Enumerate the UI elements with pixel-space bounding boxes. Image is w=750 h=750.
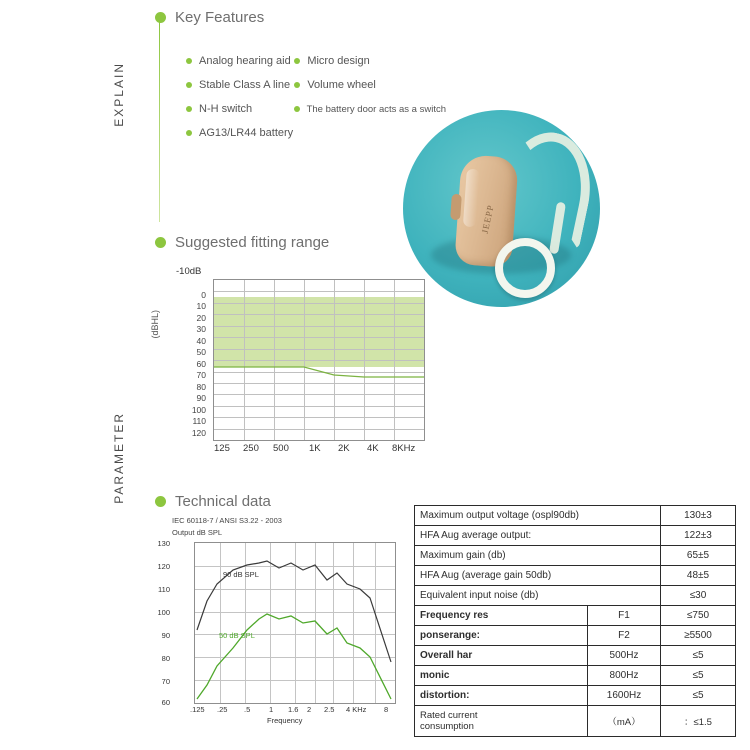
x-tick: 8KHz [392, 443, 416, 454]
x-tick: 4K [367, 443, 379, 454]
y-tick: 40 [196, 336, 206, 346]
x-tick: 2.5 [324, 705, 335, 714]
y-tick: 20 [196, 313, 206, 323]
hearing-aid-switch [450, 194, 462, 221]
y-tick: 110 [158, 585, 170, 594]
audiogram-plot-area [213, 279, 425, 441]
feature-row [186, 79, 446, 91]
list-item [186, 79, 294, 91]
chart-x-axis-label: Frequency [267, 716, 303, 725]
side-label-parameter: PARAMETER [112, 412, 126, 504]
x-tick: .125 [190, 705, 205, 714]
table-row [415, 526, 736, 546]
bullet-icon [186, 82, 192, 88]
spec-table [414, 505, 736, 737]
bullet-icon [155, 237, 166, 248]
feature-label: Stable Class A line [199, 79, 291, 91]
technical-chart [157, 516, 412, 731]
table-row [415, 506, 736, 526]
spec-value: 130±3 [661, 506, 736, 526]
y-tick: 120 [157, 562, 170, 571]
y-tick: 70 [161, 677, 170, 686]
chart-y-axis-label: Output dB SPL [172, 528, 223, 537]
list-item [186, 127, 311, 139]
spec-value: ：≤1.5 [661, 706, 736, 737]
spec-value: 48±5 [661, 566, 736, 586]
bullet-icon [186, 130, 192, 136]
spec-label: HFA Aug (average gain 50db) [415, 566, 661, 586]
x-tick: 125 [214, 443, 230, 454]
y-tick: 130 [157, 539, 170, 548]
feature-row [186, 127, 446, 139]
list-item [186, 55, 294, 67]
list-item [294, 103, 446, 115]
bullet-icon [294, 106, 300, 112]
spec-value: ≥5500 [661, 626, 736, 646]
table-row [415, 546, 736, 566]
y-tick: 50 [196, 347, 206, 357]
feature-row [186, 103, 446, 115]
spec-unit: （mA） [588, 706, 661, 737]
spec-label: Maximum output voltage (ospl90db) [415, 506, 661, 526]
green-vertical-rule [159, 22, 160, 222]
table-row [415, 666, 736, 686]
table-row [415, 626, 736, 646]
spec-value: 65±5 [661, 546, 736, 566]
feature-label: AG13/LR44 battery [199, 127, 294, 139]
x-tick: 1 [269, 705, 274, 714]
y-tick: 30 [196, 324, 206, 334]
y-tick: 100 [191, 405, 206, 415]
x-tick: .25 [217, 705, 228, 714]
y-tick: 120 [191, 428, 206, 438]
spec-label: HFA Aug average output: [415, 526, 661, 546]
fitting-boundary-line [214, 280, 424, 440]
feature-label: Volume wheel [307, 79, 376, 91]
x-tick: 250 [243, 443, 259, 454]
table-row [415, 706, 736, 737]
bullet-icon [186, 58, 192, 64]
audiogram-y-axis-label: (dBHL) [150, 310, 160, 339]
y-tick: 80 [161, 654, 170, 663]
feature-row [186, 55, 446, 67]
table-row [415, 606, 736, 626]
standard-label: IEC 60118-7 / ANSI S3.22 - 2003 [172, 516, 282, 525]
spec-label: ponserange: [415, 626, 588, 646]
side-label-explain: EXPLAIN [112, 62, 126, 127]
brand-text: JEEPP [479, 203, 496, 235]
x-tick: .5 [244, 705, 251, 714]
spec-value: ≤5 [661, 686, 736, 706]
technical-plot-area [194, 542, 396, 704]
bullet-icon [155, 496, 166, 507]
spec-label: Frequency res [415, 606, 588, 626]
y-tick: 70 [196, 370, 206, 380]
table-row [415, 646, 736, 666]
table-row [415, 686, 736, 706]
x-tick: 4 KHz [346, 705, 367, 714]
y-tick: 80 [196, 382, 206, 392]
y-tick: 60 [196, 359, 206, 369]
bullet-icon [294, 82, 300, 88]
list-item [294, 55, 446, 67]
x-tick: 500 [273, 443, 289, 454]
annotation-50db: 50 dB SPL [219, 631, 255, 640]
section-title: Suggested fitting range [175, 234, 330, 251]
feature-list [186, 55, 446, 151]
spec-sub-label: 800Hz [588, 666, 661, 686]
y-tick: 90 [196, 393, 206, 403]
curve-50db [197, 614, 391, 699]
product-photo [403, 110, 600, 307]
x-tick: 2 [307, 705, 312, 714]
spec-label: Overall har [415, 646, 588, 666]
y-tick: 60 [161, 698, 170, 707]
spec-value: ≤750 [661, 606, 736, 626]
table-row [415, 586, 736, 606]
spec-value: ≤5 [661, 666, 736, 686]
audiogram-top-label: -10dB [176, 266, 202, 277]
x-tick: 8 [384, 705, 389, 714]
y-tick: 90 [161, 631, 170, 640]
section-header-key-features [155, 9, 264, 26]
spec-label: monic [415, 666, 588, 686]
list-item [186, 103, 294, 115]
current-label-line1: Rated current [420, 710, 478, 721]
spec-sub-label: F2 [588, 626, 661, 646]
spec-label: Equivalent input noise (db) [415, 586, 661, 606]
current-label-line2: consumption [420, 721, 474, 732]
bullet-icon [186, 106, 192, 112]
spec-sub-label: 500Hz [588, 646, 661, 666]
feature-label: Micro design [307, 55, 370, 67]
spec-value: 122±3 [661, 526, 736, 546]
bullet-icon [294, 58, 300, 64]
spec-value: ≤30 [661, 586, 736, 606]
table-row [415, 566, 736, 586]
spec-label: Maximum gain (db) [415, 546, 661, 566]
x-tick: 1K [309, 443, 321, 454]
spec-label: distortion: [415, 686, 588, 706]
y-tick: 110 [192, 416, 206, 426]
x-tick: 2K [338, 443, 350, 454]
section-title: Key Features [175, 9, 265, 26]
list-item [294, 79, 446, 91]
x-tick: 1.6 [288, 705, 299, 714]
feature-label: N-H switch [199, 103, 253, 115]
feature-label: The battery door acts as a switch [306, 103, 446, 115]
feature-label: Analog hearing aid [199, 55, 291, 67]
spec-sub-label: 1600Hz [588, 686, 661, 706]
y-tick: 10 [196, 301, 206, 311]
spec-sub-label: F1 [588, 606, 661, 626]
spec-value: ≤5 [661, 646, 736, 666]
section-title: Technical data [175, 493, 271, 510]
ear-ring [495, 238, 555, 298]
section-header-technical-data [155, 493, 271, 510]
section-header-fitting-range [155, 234, 329, 251]
bullet-icon [155, 12, 166, 23]
annotation-90db: 90 dB SPL [223, 570, 259, 579]
y-tick: 100 [157, 608, 170, 617]
response-curves [195, 543, 395, 703]
spec-label [415, 706, 588, 737]
y-tick: 0 [201, 290, 206, 300]
